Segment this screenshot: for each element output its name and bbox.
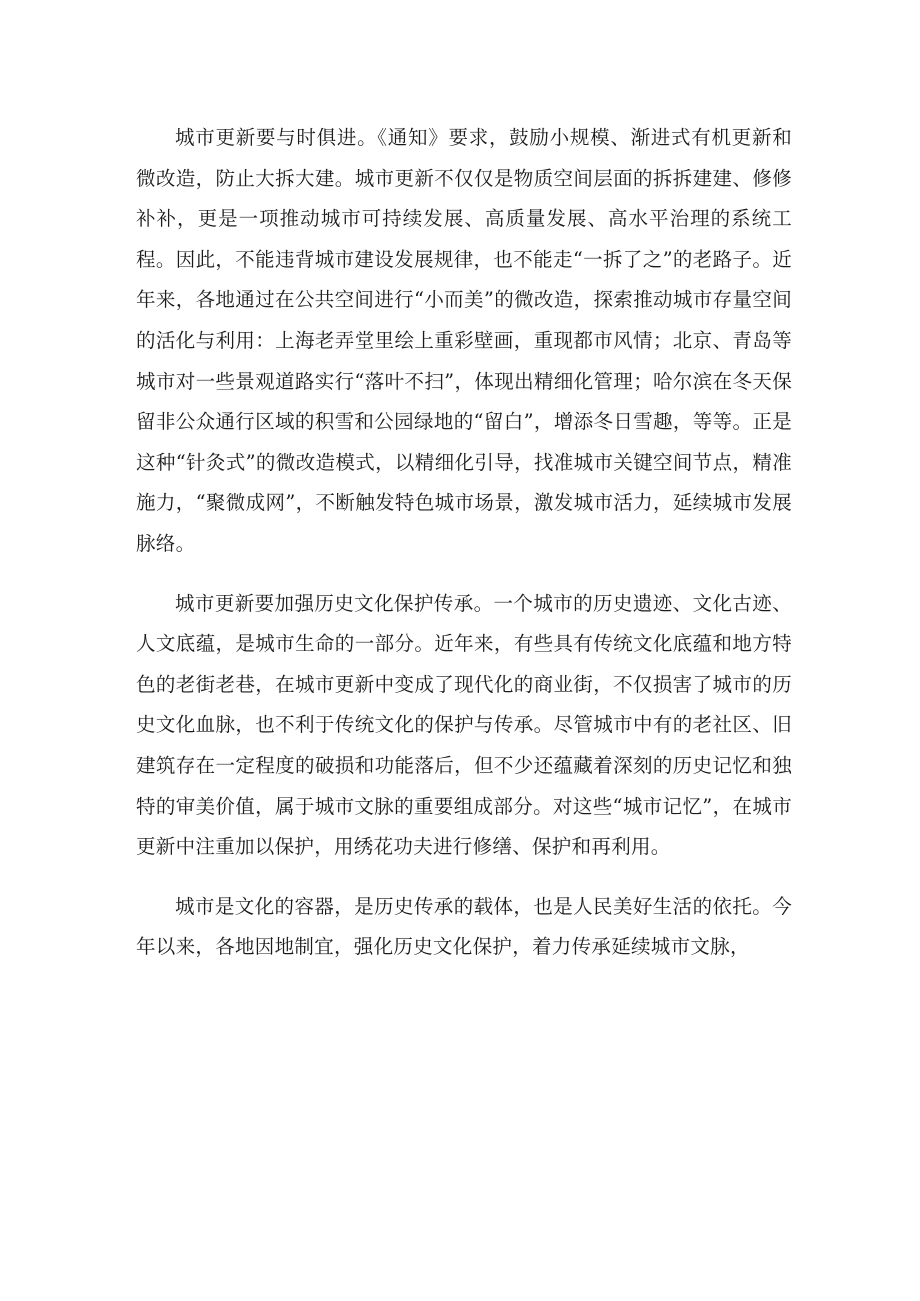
document-body: [136, 118, 792, 968]
paragraph-3: 城市是文化的容器，是历史传承的载体，也是人民美好生活的依托。今年以来，各地因地制宜，强化历史文化保护，着力传承延续城市文脉，: [136, 894, 792, 959]
paragraph-2: 城市更新要加强历史文化保护传承。一个城市的历史遗迹、文化古迹、人文底蕴，是城市生命的一部分。近年来，有些具有传统文化底蕴和地方特色的老街老巷，在城市更新中变成了现代化的商业街，不仅损害了城市的历史文化血脉，也不利于传统文化的保护与传承。尽管城市中有的老社区、旧建筑存在一定程度的破损和功能落后，但不少还蕴藏着深刻的历史记忆和独特的审美价值，属于城市文脉的重要组成部分。对这些“城市记忆”，在城市更新中注重加以保护，用绣花功夫进行修缮、保护和再利用。: [136, 591, 792, 859]
paragraph-1: 城市更新要与时俱进。《通知》要求，鼓励小规模、渐进式有机更新和微改造，防止大拆大建。城市更新不仅仅是物质空间层面的拆拆建建、修修补补，更是一项推动城市可持续发展、高质量发展、高水平治理的系统工程。因此，不能违背城市建设发展规律，也不能走“一拆了之”的老路子。近年来，各地通过在公共空间进行“小而美”的微改造，探索推动城市存量空间的活化与利用：上海老弄堂里绘上重彩壁画，重现都市风情；北京、青岛等城市对一些景观道路实行“落叶不扫”，体现出精细化管理；哈尔滨在冬天保留非公众通行区域的积雪和公园绿地的“留白”，增添冬日雪趣，等等。正是这种“针灸式”的微改造模式，以精细化引导，找准城市关键空间节点，精准施力，“聚微成网”，不断触发特色城市场景，激发城市活力，延续城市发展脉络。: [136, 126, 792, 555]
